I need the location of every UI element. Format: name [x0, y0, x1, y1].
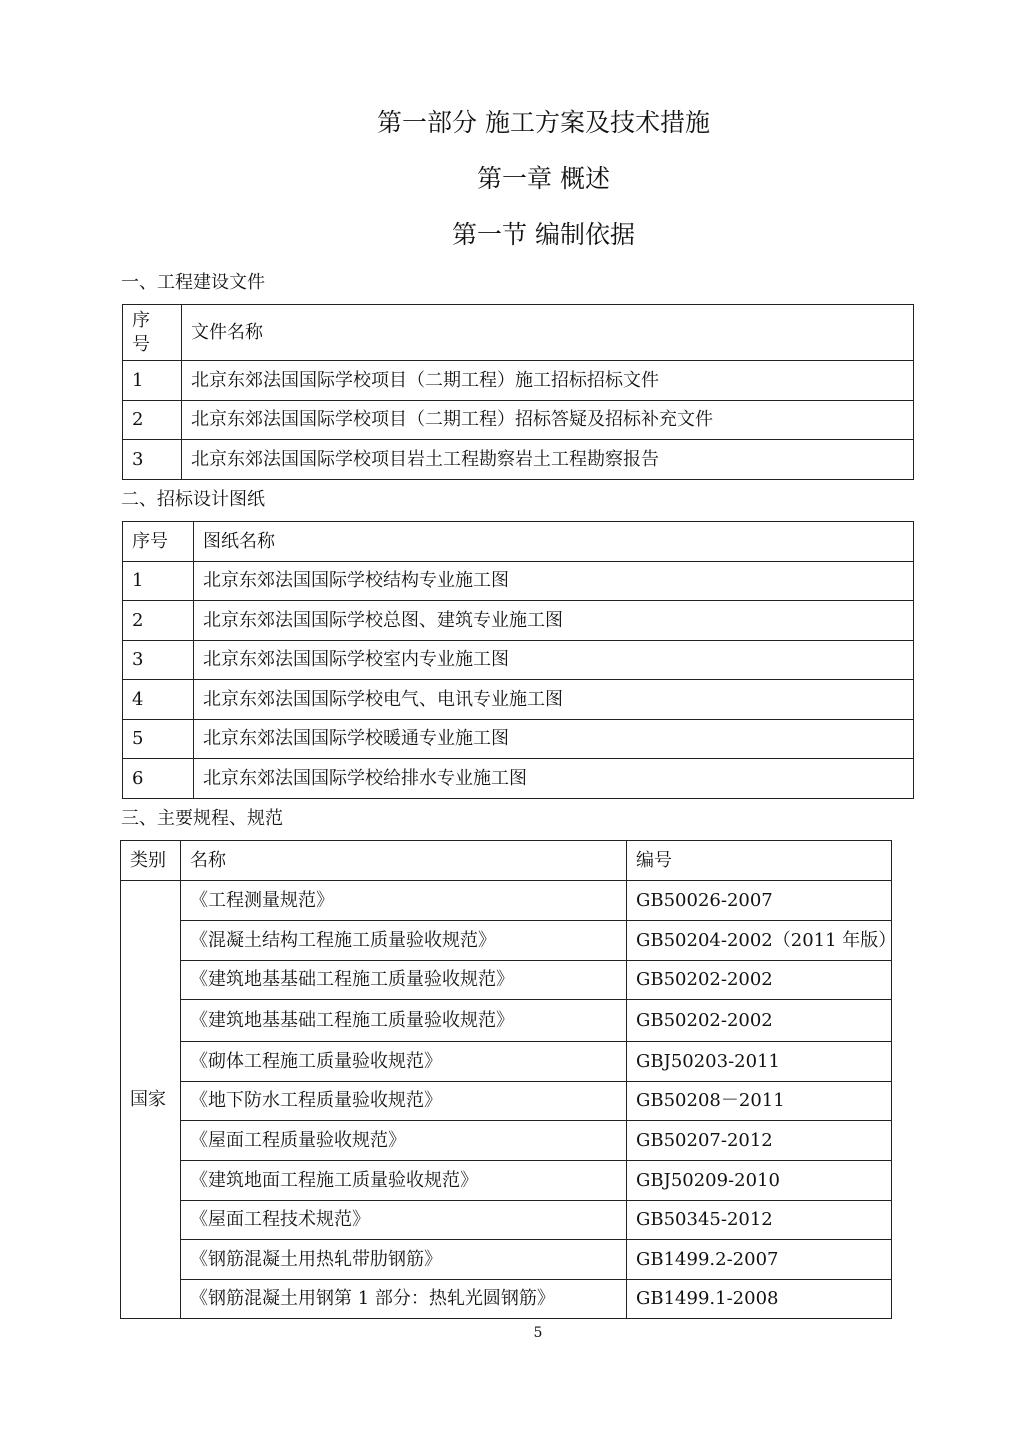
table-row: [123, 680, 914, 720]
row-no: 5: [123, 720, 194, 759]
table-row: [121, 1082, 892, 1121]
drawings-table: [122, 521, 914, 799]
table-row: [123, 440, 914, 480]
row-name: 北京东郊法国国际学校室内专业施工图: [194, 641, 914, 680]
row-name: 《屋面工程技术规范》: [181, 1201, 627, 1240]
row-name: 《钢筋混凝土用钢第 1 部分：热轧光圆钢筋》: [181, 1280, 627, 1319]
table-row: [121, 921, 892, 961]
header-cell: [123, 305, 182, 361]
header-cell: 编号: [627, 841, 892, 881]
row-code: GB50204-2002（2011 年版）: [627, 921, 892, 961]
table-row: [121, 1121, 892, 1161]
row-name: 北京东郊法国国际学校电气、电讯专业施工图: [194, 680, 914, 720]
row-name: 《建筑地面工程施工质量验收规范》: [181, 1161, 627, 1201]
standards-table: [120, 840, 897, 1319]
header-cell: 图纸名称: [194, 522, 914, 562]
table-row: [123, 641, 914, 680]
construction-documents-table: [122, 304, 914, 480]
row-code: GBJ50203-2011: [627, 1042, 892, 1082]
row-name: 《钢筋混凝土用热轧带肋钢筋》: [181, 1240, 627, 1280]
table-row: [123, 361, 914, 401]
table-row: [121, 1280, 892, 1319]
page-number: 5: [533, 1325, 543, 1341]
row-code: GB50207-2012: [627, 1121, 892, 1161]
header-no-line2: 号: [132, 333, 150, 355]
table-row: [123, 401, 914, 440]
row-no: 3: [123, 440, 182, 480]
table-row: [121, 1161, 892, 1201]
row-name: 北京东郊法国国际学校总图、建筑专业施工图: [194, 601, 914, 641]
table-row: [123, 562, 914, 601]
chapter-title: 第一章 概述: [477, 164, 610, 193]
section-title: 第一节 编制依据: [452, 220, 635, 249]
row-code: GB50026-2007: [627, 881, 892, 921]
row-name: 北京东郊法国国际学校暖通专业施工图: [194, 720, 914, 759]
row-name: 《建筑地基基础工程施工质量验收规范》: [181, 961, 627, 1000]
section-heading-2: 二、招标设计图纸: [121, 489, 265, 510]
row-name: 北京东郊法国国际学校项目（二期工程）施工招标招标文件: [182, 361, 914, 401]
row-no: 4: [123, 680, 194, 720]
row-code: GBJ50209-2010: [627, 1161, 892, 1201]
category-cell: 国家: [121, 881, 181, 1319]
row-code: GB50202-2002: [627, 961, 892, 1000]
header-cell: 文件名称: [182, 305, 914, 361]
row-code: GB1499.1-2008: [627, 1280, 892, 1319]
table-row: [121, 1000, 892, 1042]
row-name: 《屋面工程质量验收规范》: [181, 1121, 627, 1161]
row-name: 《建筑地基基础工程施工质量验收规范》: [181, 1000, 627, 1042]
row-name: 北京东郊法国国际学校结构专业施工图: [194, 562, 914, 601]
table-row: [121, 1240, 892, 1280]
row-name: 《混凝土结构工程施工质量验收规范》: [181, 921, 627, 961]
header-cell: 名称: [181, 841, 627, 881]
row-name: 《砌体工程施工质量验收规范》: [181, 1042, 627, 1082]
header-no-line1: 序: [132, 309, 150, 331]
row-code: GB50208－2011: [627, 1082, 892, 1121]
row-code: GB50345-2012: [627, 1201, 892, 1240]
row-name: 北京东郊法国国际学校项目岩土工程勘察岩土工程勘察报告: [182, 440, 914, 480]
row-no: 2: [123, 601, 194, 641]
table-row: [121, 881, 892, 921]
row-name: 《地下防水工程质量验收规范》: [181, 1082, 627, 1121]
table-row: [123, 759, 914, 799]
row-no: 1: [123, 361, 182, 401]
table-row: [121, 961, 892, 1000]
row-no: 2: [123, 401, 182, 440]
row-no: 3: [123, 641, 194, 680]
row-code: GB1499.2-2007: [627, 1240, 892, 1280]
part-title: 第一部分 施工方案及技术措施: [377, 108, 710, 137]
table-row: [121, 1201, 892, 1240]
table-header-row: [121, 841, 892, 881]
row-no: 1: [123, 562, 194, 601]
row-name: 《工程测量规范》: [181, 881, 627, 921]
row-name: 北京东郊法国国际学校给排水专业施工图: [194, 759, 914, 799]
section-heading-1: 一、工程建设文件: [121, 272, 265, 293]
table-header-row: [123, 522, 914, 562]
row-name: 北京东郊法国国际学校项目（二期工程）招标答疑及招标补充文件: [182, 401, 914, 440]
table-row: [121, 1042, 892, 1082]
header-cell: 类别: [121, 841, 181, 881]
table-header-row: [123, 305, 914, 361]
table-row: [123, 720, 914, 759]
row-code: GB50202-2002: [627, 1000, 892, 1042]
table-row: [123, 601, 914, 641]
row-no: 6: [123, 759, 194, 799]
section-heading-3: 三、主要规程、规范: [121, 808, 283, 829]
header-cell: 序号: [123, 522, 194, 562]
